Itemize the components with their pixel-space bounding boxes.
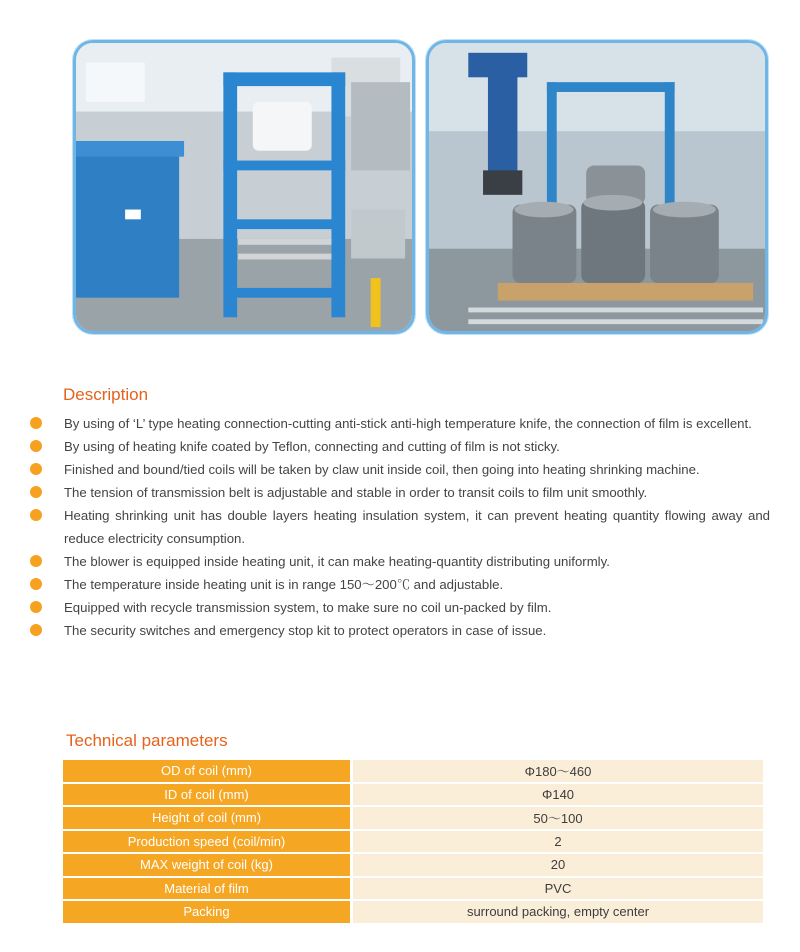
param-value: 2 [353,831,763,853]
bullet-dot-icon [30,440,42,452]
description-item [30,412,770,435]
robot-coils-illustration [429,43,765,331]
machine-illustration [76,43,412,331]
table-row [63,854,763,876]
robot-arm-coils-photo [426,40,768,334]
description-text: Heating shrinking unit has double layers heating insulation system, it can prevent heating quantity flowing away and reduce electricity consumption. [64,508,770,546]
param-name: Packing [63,901,353,923]
param-value: PVC [353,878,763,900]
description-item [30,481,770,504]
param-name: OD of coil (mm) [63,760,353,782]
bullet-dot-icon [30,555,42,567]
bullet-dot-icon [30,486,42,498]
param-value: surround packing, empty center [353,901,763,923]
table-row [63,807,763,829]
bullet-dot-icon [30,578,42,590]
table-row [63,878,763,900]
description-item [30,596,770,619]
description-title: Description [63,385,149,404]
description-text: By using of ‘L’ type heating connection-cutting anti-stick anti-high temperature knife, the connection of film is excellent. [64,416,752,431]
description-item [30,573,770,596]
param-name: Height of coil (mm) [63,807,353,829]
table-row [63,831,763,853]
description-text: Equipped with recycle transmission system, to make sure no coil un-packed by film. [64,600,552,615]
description-text: The temperature inside heating unit is in range 150～200℃ and adjustable. [64,577,504,592]
description-text: By using of heating knife coated by Teflon, connecting and cutting of film is not sticky. [64,439,560,454]
bullet-dot-icon [30,601,42,613]
description-text: Finished and bound/tied coils will be taken by claw unit inside coil, then going into heating shrinking machine. [64,462,700,477]
description-item [30,435,770,458]
heating-shrinking-machine-photo [73,40,415,334]
bullet-dot-icon [30,509,42,521]
description-item [30,458,770,481]
description-list [30,412,770,642]
description-text: The security switches and emergency stop kit to protect operators in case of issue. [64,623,547,638]
table-row [63,901,763,923]
param-value: Φ180～460 [353,760,763,782]
param-name: MAX weight of coil (kg) [63,854,353,876]
description-item [30,619,770,642]
technical-parameters-table [63,758,763,925]
bullet-dot-icon [30,463,42,475]
table-row [63,784,763,806]
bullet-dot-icon [30,624,42,636]
description-text: The tension of transmission belt is adjustable and stable in order to transit coils to film unit smoothly. [64,485,648,500]
param-value: 20 [353,854,763,876]
description-item [30,504,770,550]
param-value: 50～100 [353,807,763,829]
param-name: ID of coil (mm) [63,784,353,806]
technical-parameters-title: Technical parameters [66,731,228,750]
param-name: Production speed (coil/min) [63,831,353,853]
table-row [63,760,763,782]
bullet-dot-icon [30,417,42,429]
param-name: Material of film [63,878,353,900]
param-value: Φ140 [353,784,763,806]
description-text: The blower is equipped inside heating unit, it can make heating-quantity distributing uniformly. [64,554,610,569]
description-item [30,550,770,573]
